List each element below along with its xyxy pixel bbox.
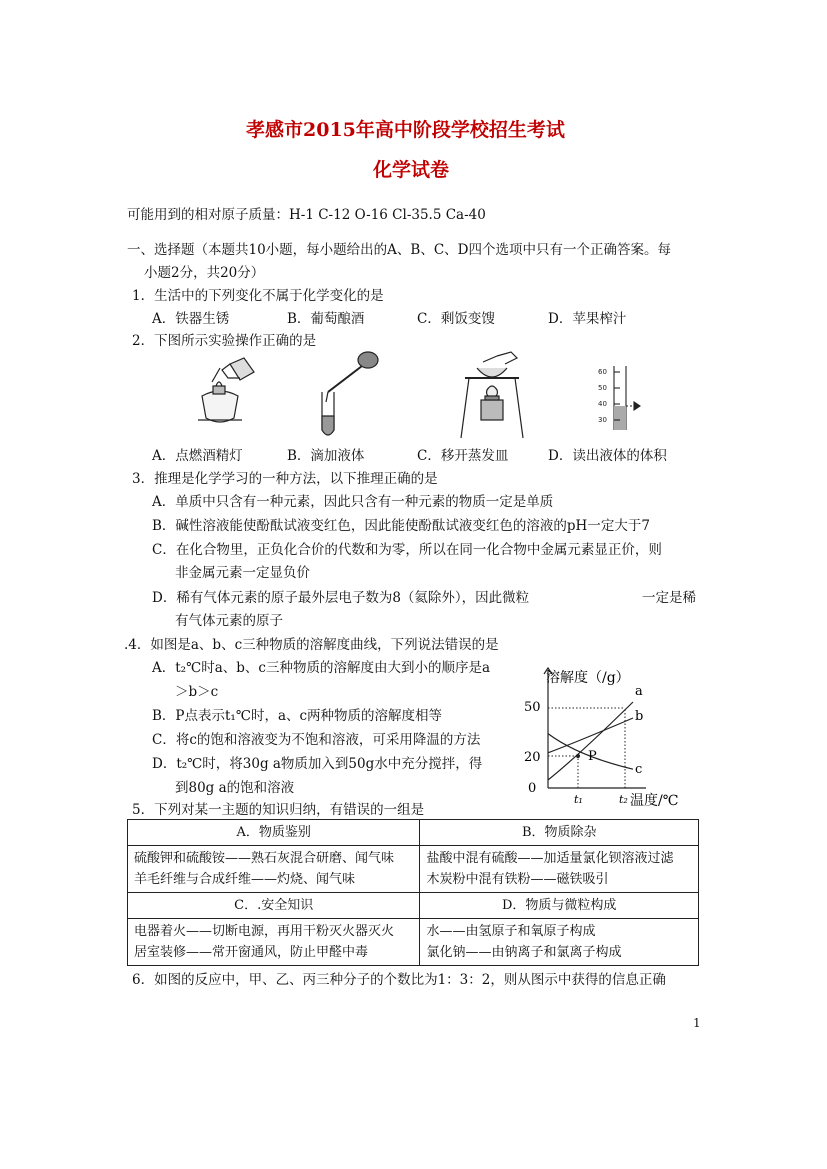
- cell-line: 硫酸钾和硫酸铵——熟石灰混合研磨、闻气味: [134, 851, 395, 866]
- cylinder-mark: 40: [598, 400, 607, 408]
- q3-stem: 3．推理是化学学习的一种方法，以下推理正确的是: [132, 471, 438, 487]
- atomic-masses: 可能用到的相对原子质量：H-1 C-12 O-16 Cl-35.5 Ca-40: [127, 207, 486, 223]
- table-cell-d: [420, 919, 699, 966]
- q3-option-d-line1b: 一定是稀: [642, 590, 696, 606]
- point-p: [576, 754, 580, 758]
- cell-line: 水——由氢原子和氧原子构成: [426, 924, 596, 939]
- q4-stem: .4．如图是a、b、c三种物质的溶解度曲线，下列说法错误的是: [124, 637, 499, 653]
- q2-option-a: A．点燃酒精灯: [152, 448, 243, 464]
- table-header-a: A．物质鉴别: [128, 820, 420, 846]
- y-tick-label: 20: [524, 750, 541, 765]
- q4-option-a-line1: A．t₂℃时a、b、c三种物质的溶解度由大到小的顺序是a: [152, 660, 490, 676]
- page-number: 1: [693, 1016, 701, 1030]
- cell-line: 居室装修——常开窗通风，防止甲醛中毒: [134, 945, 369, 960]
- table-header-c: C．.安全知识: [128, 893, 420, 919]
- q3-option-c-line2: 非金属元素一定显负价: [175, 565, 310, 581]
- dropper-figure: [310, 350, 385, 442]
- y-tick-label: 0: [528, 781, 537, 796]
- q4-option-d-line1: D．t₂℃时，将30g a物质加入到50g水中充分搅拌，得: [152, 756, 483, 772]
- series-label-c: c: [635, 762, 643, 777]
- q4-option-c: C．将c的饱和溶液变为不饱和溶液，可采用降温的方法: [152, 732, 481, 748]
- cylinder-mark: 30: [598, 416, 607, 424]
- q1-option-a: A．铁器生锈: [152, 311, 230, 327]
- graduated-cylinder-figure: [590, 362, 650, 432]
- table-header-b: B．物质除杂: [420, 820, 699, 846]
- q3-option-b: B．碱性溶液能使酚酞试液变红色，因此能使酚酞试液变红色的溶液的pH一定大于7: [152, 518, 650, 534]
- q3-option-a: A．单质中只含有一种元素，因此只含有一种元素的物质一定是单质: [152, 494, 554, 510]
- q1-stem: 1．生活中的下列变化不属于化学变化的是: [132, 288, 384, 304]
- evaporating-dish-figure: [457, 350, 527, 442]
- y-axis-label: 溶解度（/g）: [546, 670, 630, 686]
- q3-option-d-line1a: D．稀有气体元素的原子最外层电子数为8（氦除外），因此微粒: [152, 590, 530, 606]
- y-tick-label: 50: [524, 700, 541, 715]
- q4-option-b: B．P点表示t₁℃时，a、c两种物质的溶解度相等: [152, 708, 443, 724]
- series-label-a: a: [635, 684, 643, 699]
- solubility-chart: [518, 660, 698, 810]
- q2-stem: 2．下图所示实验操作正确的是: [132, 333, 317, 349]
- series-curve-a: [548, 702, 633, 780]
- q2-option-d: D．读出液体的体积: [548, 448, 667, 464]
- cell-line: 电器着火——切断电源，再用干粉灭火器灭火: [134, 924, 395, 939]
- knowledge-table: [127, 819, 699, 966]
- cell-line: 羊毛纤维与合成纤维——灼烧、闻气味: [134, 872, 356, 887]
- table-cell-c: [128, 919, 420, 966]
- q1-option-d: D．苹果榨汁: [548, 311, 627, 327]
- q2-option-b: B．滴加液体: [287, 448, 365, 464]
- q3-option-d-line2: 有气体元素的原子: [175, 613, 283, 629]
- section-heading-line1: 一、选择题（本题共10小题，每小题给出的A、B、C、D四个选项中只有一个正确答案。每: [127, 242, 672, 258]
- q1-option-b: B．葡萄酿酒: [287, 311, 365, 327]
- section-heading-line2: 小题2分，共20分）: [144, 265, 265, 281]
- page-subtitle: 化学试卷: [373, 159, 450, 181]
- cylinder-mark: 60: [598, 368, 607, 376]
- table-cell-a: [128, 846, 420, 893]
- alcohol-lamp-figure: [190, 356, 265, 434]
- cell-line: 氯化钠——由钠离子和氯离子构成: [426, 945, 622, 960]
- x-axis-label: 温度/℃: [630, 793, 679, 809]
- q4-option-d-line2: 到80g a的饱和溶液: [175, 780, 295, 796]
- q6-stem: 6．如图的反应中，甲、乙、丙三种分子的个数比为1：3：2，则从图示中获得的信息正确: [132, 972, 666, 988]
- cell-line: 木炭粉中混有铁粉——磁铁吸引: [426, 872, 609, 887]
- q2-option-c: C．移开蒸发皿: [417, 448, 509, 464]
- page-title: 孝感市2015年高中阶段学校招生考试: [246, 119, 565, 141]
- q4-option-a-line2: ＞b＞c: [175, 684, 219, 700]
- series-curve-b: [548, 718, 633, 753]
- q5-stem: 5．下列对某一主题的知识归纳，有错误的一组是: [132, 802, 425, 818]
- series-label-b: b: [635, 709, 644, 724]
- point-p-label: P: [588, 749, 597, 764]
- cylinder-mark: 50: [598, 384, 607, 392]
- x-tick-label: t₂: [619, 793, 628, 806]
- q3-option-c-line1: C．在化合物里，正负化合价的代数和为零，所以在同一化合物中金属元素显正价，则: [152, 542, 662, 558]
- table-header-d: D．物质与微粒构成: [420, 893, 699, 919]
- x-tick-label: t₁: [574, 793, 583, 806]
- q1-option-c: C．剩饭变馊: [417, 311, 495, 327]
- table-cell-b: [420, 846, 699, 893]
- cell-line: 盐酸中混有硫酸——加适量氯化钡溶液过滤: [426, 851, 674, 866]
